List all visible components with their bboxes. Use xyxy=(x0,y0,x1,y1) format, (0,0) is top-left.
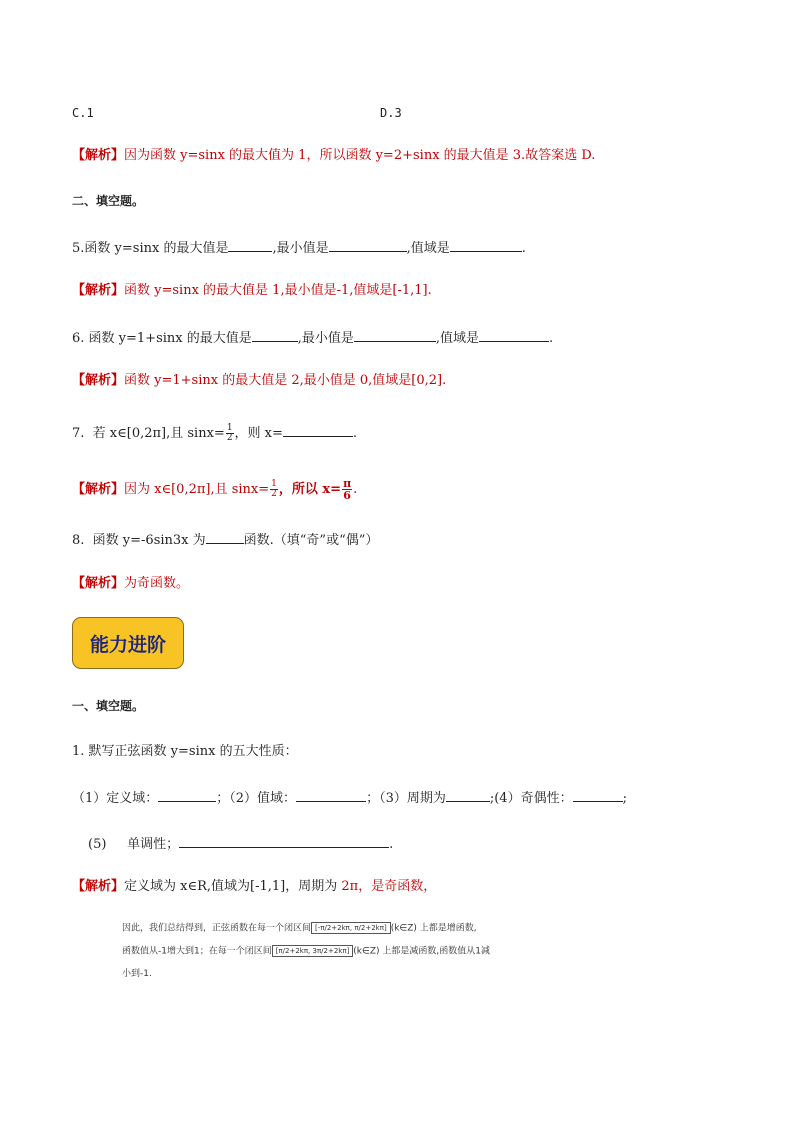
q7-text-a: 若 x∈[0,2π],且 sinx= xyxy=(92,426,225,441)
p1-label-3: ；（3）周期为 xyxy=(366,791,446,806)
problem-1-line-1 xyxy=(72,788,627,808)
fraction-one-half xyxy=(226,424,234,443)
q5-text-c: ,值域是 xyxy=(406,241,450,256)
blank-3[interactable] xyxy=(450,238,522,252)
blank-2[interactable] xyxy=(354,328,436,342)
analysis-text: 函数 y=sinx 的最大值是 1,最小值是-1,值域是[-1,1]. xyxy=(124,283,432,298)
analysis-end: . xyxy=(353,482,358,497)
analysis-text-b: ，所以 x= xyxy=(278,482,342,497)
blank-parity[interactable] xyxy=(573,788,623,802)
q6-text-c: ,值域是 xyxy=(435,331,480,346)
blank-3[interactable] xyxy=(479,328,549,342)
q7-text-b: ，则 x= xyxy=(234,426,283,441)
analysis-tag: 【解析】 xyxy=(72,373,125,388)
q5-end: . xyxy=(521,241,526,256)
q7-end: . xyxy=(352,426,358,441)
problem-1-title: 1. 默写正弦函数 y=sinx 的五大性质： xyxy=(72,744,298,759)
p1-label-5: ; xyxy=(622,791,627,806)
q6-number: 6. xyxy=(72,331,85,346)
section-heading: 二、填空题。 xyxy=(72,194,145,208)
blank-1[interactable] xyxy=(252,328,298,342)
section-heading: 一、填空题。 xyxy=(72,699,145,713)
analysis-text: 函数 y=1+sinx 的最大值是 2,最小值是 0,值域是[0,2]. xyxy=(124,373,447,388)
analysis-tag: 【解析】 xyxy=(72,576,125,591)
question-5 xyxy=(72,238,526,258)
analysis-text: 因为函数 y=sinx 的最大值为 1，所以函数 y=2+sinx 的最大值是 3.故答案选 D. xyxy=(124,148,596,163)
blank-domain[interactable] xyxy=(158,788,216,802)
p1-label-4: ;(4）奇偶性： xyxy=(489,791,573,806)
problem-1-analysis xyxy=(72,878,436,896)
interval-1: [-π/2+2kπ, π/2+2kπ] xyxy=(311,922,391,934)
fraction-numerator: π xyxy=(343,477,352,490)
q8-number: 8. xyxy=(72,533,85,548)
fraction-denominator: 2 xyxy=(226,433,233,443)
question-6 xyxy=(72,328,553,348)
q8-text-a: 函数 y=-6sin3x 为 xyxy=(92,533,206,548)
blank-range[interactable] xyxy=(296,788,366,802)
blank-period[interactable] xyxy=(446,788,490,802)
q5-text-b: ,最小值是 xyxy=(272,241,329,256)
fraction-pi-over-6 xyxy=(342,478,352,501)
blank-monotonicity[interactable] xyxy=(179,834,389,848)
blank-1[interactable] xyxy=(283,423,353,437)
q4-analysis xyxy=(72,147,595,165)
p1-sub-end: . xyxy=(389,837,394,852)
note-text: 函数值从-1增大到1；在每一个闭区间 xyxy=(122,946,272,957)
fraction-numerator: 1 xyxy=(271,479,277,489)
analysis-text-a: 因为 x∈[0,2π],且 sinx= xyxy=(124,482,270,497)
analysis-tag: 【解析】 xyxy=(72,482,125,497)
question-8 xyxy=(72,530,378,550)
analysis-text-highlight: 2π，是奇函数， xyxy=(341,879,437,894)
p1-sub-label: 单调性； xyxy=(127,837,180,852)
blank-2[interactable] xyxy=(329,238,407,252)
blank-1[interactable] xyxy=(228,238,272,252)
note-text: (k∈Z) 上都是增函数, xyxy=(390,923,477,934)
analysis-tag: 【解析】 xyxy=(72,879,125,894)
analysis-text: 为奇函数。 xyxy=(124,576,190,591)
fraction-denominator: 2 xyxy=(271,489,277,499)
q7-analysis xyxy=(72,478,357,501)
q6-text-a: 函数 y=1+sinx 的最大值是 xyxy=(88,331,252,346)
q5-text-a: 5.函数 y=sinx 的最大值是 xyxy=(72,241,229,256)
q6-analysis xyxy=(72,372,446,390)
note-line-2 xyxy=(122,945,490,959)
question-7 xyxy=(72,423,357,443)
p1-label-2: ；（2）值域： xyxy=(216,791,297,806)
q8-text-b: 函数.（填“奇”或“偶”） xyxy=(243,533,379,548)
fraction-one-half xyxy=(270,480,278,499)
section-badge xyxy=(72,617,184,669)
analysis-tag: 【解析】 xyxy=(72,283,125,298)
note-line-1 xyxy=(122,922,477,936)
q6-text-b: ,最小值是 xyxy=(297,331,354,346)
p1-sub-number: (5) xyxy=(88,837,107,852)
option-c: C.1 xyxy=(72,106,94,120)
analysis-text: 定义域为 x∈R,值域为[-1,1]，周期为 xyxy=(124,879,338,894)
q5-analysis xyxy=(72,282,432,300)
problem-1-line-2 xyxy=(88,834,393,854)
p1-label-1: （1）定义域： xyxy=(72,791,159,806)
badge-label: 能力进阶 xyxy=(89,633,166,656)
q8-analysis xyxy=(72,575,189,593)
fraction-denominator: 6 xyxy=(343,489,351,502)
note-line-3: 小到-1. xyxy=(122,969,152,979)
fraction-numerator: 1 xyxy=(226,423,233,433)
note-text: (k∈Z) 上都是减函数,函数值从1减 xyxy=(353,946,490,957)
interval-2: [π/2+2kπ, 3π/2+2kπ] xyxy=(272,945,354,957)
option-d: D.3 xyxy=(380,106,402,120)
note-text: 因此，我们总结得到，正弦函数在每一个闭区间 xyxy=(122,923,312,934)
blank-1[interactable] xyxy=(206,530,244,544)
q7-number: 7. xyxy=(72,426,85,441)
q6-end: . xyxy=(549,331,554,346)
analysis-tag: 【解析】 xyxy=(72,148,125,163)
